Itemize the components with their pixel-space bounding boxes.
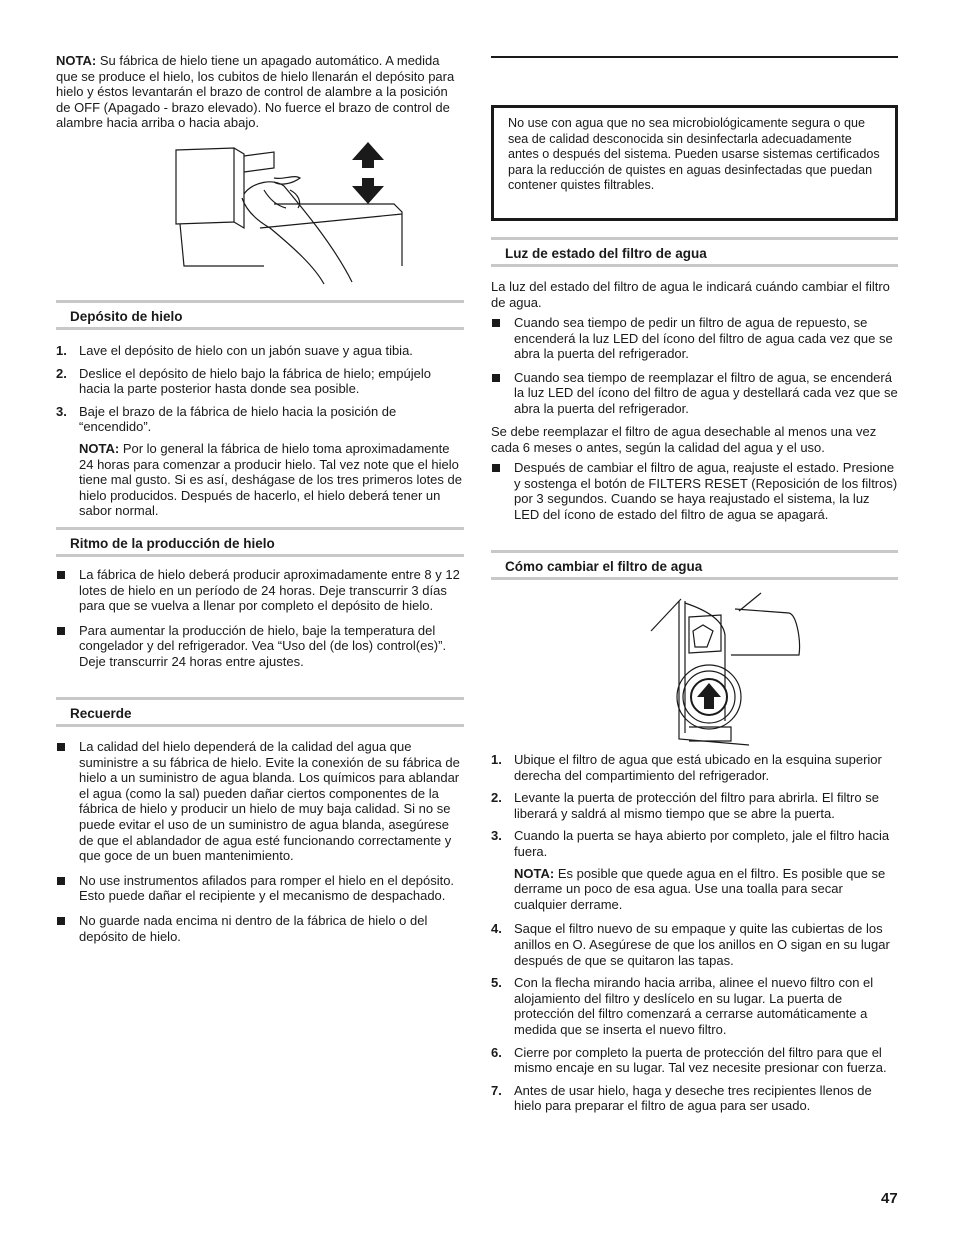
list-item: 3. Baje el brazo de la fábrica de hielo hacia la posición de “encendido”. NOTA: Por lo general la fábrica de hielo toma aproximadamente 24 horas para comenzar a producir hielo. Tal vez note que el hielo tiene mal gusto. Si es así, deshágase de los tres primeros lotes de hielo producidos. Después de hacerlo, el hielo deberá tener un sabor normal. <box>56 404 464 519</box>
list-item: 2. Deslice el depósito de hielo bajo la fábrica de hielo; empújelo hacia la parte posterior hasta donde sea posible. <box>56 365 431 397</box>
water-filter-illustration <box>649 591 903 749</box>
list-item: 1. Lave el depósito de hielo con un jabón suave y agua tibia. <box>56 343 413 358</box>
list-item: 5. Con la flecha mirando hacia arriba, alinee el nuevo filtro con el alojamiento del filtro y deslícelo en su lugar. La puerta de protección del filtro comenzará a cerrarse automáticamente a medida que se inserta el nuevo filtro. <box>491 975 874 1037</box>
filter-status-intro: La luz del estado del filtro de agua le indicará cuándo cambiar el filtro de agua. <box>491 279 890 310</box>
ice-rate-bullets <box>56 567 464 677</box>
warning-box: No use con agua que no sea microbiológicamente segura o que sea de calidad desconocida sin desinfectarla adecuadamente antes o después del sistema. Pueden usarse sistemas certificados para la reducción de quistes en aguas desinfectadas que puedan contener quistes filtrables. <box>491 105 898 221</box>
list-item: 1. Ubique el filtro de agua que está ubicado en la esquina superior derecha del compartimiento del refrigerador. <box>491 752 882 783</box>
intro-note: NOTA: Su fábrica de hielo tiene un apagado automático. A medida que se produce el hielo, los cubitos de hielo llenarán el depósito para hielo y éstos levantarán el brazo de control de alambre a la posición de OFF (Apagado - brazo elevado). No fuerce el brazo de control de alambre hacia arriba o hacia abajo. <box>56 53 455 131</box>
list-item: La calidad del hielo dependerá de la calidad del agua que suministre a su fábrica de hielo. Evite la conexión de su fábrica de hielo a un suministro de agua blanda. Los químicos para ablandar el agua (como la sal) pueden dañar ciertos componentes de la fábrica de hielo y producir un hielo de muy baja calidad. Si no se puede evitar el uso de un suministro de agua blanda, asegúrese de que el ablandador de agua esté funcionando correctamente y que goce de un buen mantenimiento. <box>56 739 464 864</box>
list-item: Cuando sea tiempo de reemplazar el filtro de agua, se encenderá la luz LED del ícono del filtro de agua y destellará cada vez que se abra la puerta del refrigerador. <box>491 370 898 417</box>
list-item: Después de cambiar el filtro de agua, reajuste el estado. Presione y sostenga el botón de FILTERS RESET (Reposición de los filtros) por 3 segundos. Cuando se haya reajustado el sistema, la luz LED del ícono de estado del filtro de agua se apagará. <box>491 460 898 522</box>
heading-filter-status: Luz de estado del filtro de agua <box>491 237 898 267</box>
ice-maker-illustration <box>174 138 412 286</box>
list-item: No use instrumentos afilados para romper el hielo en el depósito. Esto puede dañar el recipiente y el mecanismo de despachado. <box>56 873 464 904</box>
heading-ice-bin: Depósito de hielo <box>56 300 464 330</box>
bullet-marker <box>492 319 500 327</box>
bullet-marker <box>57 743 65 751</box>
list-item: No guarde nada encima ni dentro de la fábrica de hielo o del depósito de hielo. <box>56 913 464 944</box>
list-item: Cuando sea tiempo de pedir un filtro de agua de repuesto, se encenderá la luz LED del ícono del filtro de agua cada vez que se abra la puerta del refrigerador. <box>491 315 898 362</box>
change-filter-note: NOTA: Es posible que quede agua en el filtro. Es posible que se derrame un poco de esa agua. Use una toalla para secar cualquier derrame. <box>514 865 886 912</box>
remember-bullets <box>56 739 464 951</box>
heading-change-filter: Cómo cambiar el filtro de agua <box>491 550 898 580</box>
list-item: Para aumentar la producción de hielo, baje la temperatura del congelador y del refrigerador. Vea “Uso del (de los) control(es)”. Deje transcurrir 24 horas entre ajustes. <box>56 623 464 670</box>
list-item: 2. Levante la puerta de protección del filtro para abrirla. El filtro se liberará y saldrá al mismo tiempo que se abre la puerta. <box>491 790 879 821</box>
list-item: 3. Cuando la puerta se haya abierto por completo, jale el filtro hacia fuera. NOTA: Es posible que quede agua en el filtro. Es posible que se derrame un poco de esa agua. Use una toalla para secar cualquier derrame. <box>491 828 898 912</box>
bullet-marker <box>57 571 65 579</box>
ice-bin-steps <box>56 343 464 526</box>
bullet-marker <box>492 464 500 472</box>
filter-status-bullets <box>491 315 898 424</box>
list-item: 7. Antes de usar hielo, haga y deseche tres recipientes llenos de hielo para preparar el filtro de agua para ser usado. <box>491 1082 872 1114</box>
page-number: 47 <box>881 1190 898 1207</box>
heading-ice-rate: Ritmo de la producción de hielo <box>56 527 464 557</box>
filter-reset-bullets <box>491 460 898 529</box>
list-item: 6. Cierre por completo la puerta de protección del filtro para que el mismo encaje en su lugar. Tal vez necesite presionar con fuerza. <box>491 1044 887 1076</box>
filter-replace-text: Se debe reemplazar el filtro de agua desechable al menos una vez cada 6 meses o antes, según la calidad del agua y el uso. <box>491 424 877 455</box>
bullet-marker <box>57 917 65 925</box>
bullet-marker <box>57 627 65 635</box>
list-item: 4. Saque el filtro nuevo de su empaque y quite las cubiertas de los anillos en O. Asegúrese de que los anillos en O sigan en su lugar después de que se quitaron las tapas. <box>491 921 890 968</box>
top-rule <box>491 56 898 58</box>
change-filter-steps <box>491 752 898 1121</box>
heading-remember: Recuerde <box>56 697 464 727</box>
bullet-marker <box>492 374 500 382</box>
bullet-marker <box>57 877 65 885</box>
list-item: La fábrica de hielo deberá producir aproximadamente entre 8 y 12 lotes de hielo en un período de 24 horas. Deje transcurrir 3 días para que se vuelva a llenar por completo el depósito de hielo. <box>56 567 464 614</box>
ice-bin-note: NOTA: Por lo general la fábrica de hielo toma aproximadamente 24 horas para comenzar a producir hielo. Tal vez note que el hielo tiene mal gusto. Si es así, deshágase de los tres primeros lotes de hielo producidos. Después de hacerlo, el hielo deberá tener un sabor normal. <box>79 440 462 519</box>
